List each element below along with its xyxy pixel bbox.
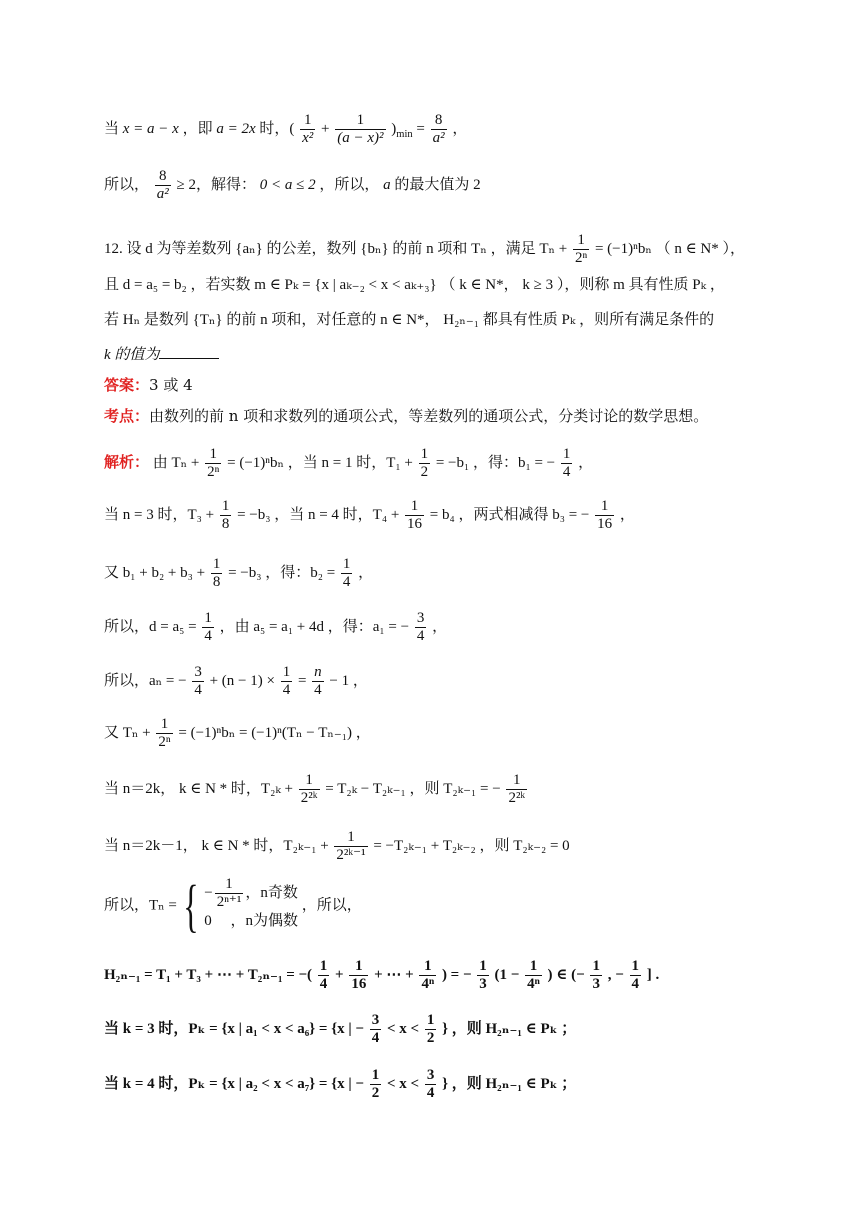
math-token: ) = − (441, 967, 472, 984)
math: = (−1)ⁿbₙ = (−1)ⁿ(Tₙ − Tₙ₋₁) ， (178, 725, 371, 742)
fraction (334, 829, 367, 865)
fraction-part: 1 (211, 556, 223, 574)
fraction-part: 16 (597, 516, 613, 533)
fraction (299, 772, 320, 808)
math: 所以，Tₙ = (104, 897, 177, 914)
fraction-part: 1 (349, 958, 368, 976)
fraction-part: 2²ᵏ (508, 790, 526, 807)
fraction-part: 1 (630, 958, 642, 976)
fraction-part: 1 (477, 958, 489, 976)
fraction-part: 3 (425, 1067, 437, 1085)
math: = −b₃ ，得：b₂ = (228, 565, 336, 582)
fraction-part: a² (156, 186, 169, 203)
case-odd (204, 876, 298, 911)
math: Tₙ + (539, 241, 568, 258)
fraction-part: 1 (525, 958, 542, 976)
math: 所以，d = a₅ = (104, 619, 197, 636)
math: a (383, 177, 395, 194)
subscript-min: min (396, 128, 413, 140)
line-r5 (104, 498, 820, 534)
fraction-part: 1 (335, 112, 385, 130)
fraction-part: 2 (426, 1030, 435, 1047)
text: ， (578, 455, 594, 472)
line-1 (104, 112, 820, 148)
fraction (192, 664, 204, 700)
plus: + (321, 121, 330, 138)
math: 又 b₁ + b₂ + b₃ + (104, 565, 206, 582)
math: 当 k = 3 时，Pₖ = {x | a₁ < x < a₆} = {x | − (104, 1021, 364, 1038)
fraction-part: 2 (420, 464, 429, 481)
fraction-part: 8 (155, 168, 171, 186)
fraction (205, 446, 221, 482)
math-token: ) ∈ (− (547, 967, 585, 984)
fraction (506, 772, 527, 808)
text: 且 d = a₅ = b₂ ，若实数 m ∈ Pₖ = {x | aₖ₋₂ < x < aₖ₊₃} （ k ∈ N*， k ≥ 3 ），则称 m 具有性质 Pₖ ， (104, 277, 725, 293)
fraction-part: 3 (415, 610, 427, 628)
fraction-part: 4 (562, 464, 571, 481)
math: = (297, 673, 307, 690)
fraction (525, 958, 542, 994)
fraction-part: 1 (405, 498, 424, 516)
fraction-part: 1 (300, 112, 315, 130)
fraction-part: 1 (202, 610, 214, 628)
fraction-part: 4 (282, 682, 291, 699)
fraction-part: 4 (342, 574, 351, 591)
fraction-part: 3 (192, 664, 204, 682)
text: ， (619, 507, 635, 524)
fraction-part: 1 (299, 772, 320, 790)
fraction-part: 4 (314, 682, 322, 699)
question-12-line-1 (104, 232, 820, 268)
fraction-part: 2ⁿ (158, 734, 171, 751)
case-even: 0 ，n为偶数 (204, 913, 298, 929)
math: 又 Tₙ + (104, 725, 151, 742)
math-token: ，n奇数 (245, 885, 298, 902)
fraction-part: 2ⁿ (207, 464, 220, 481)
kaodian-line (104, 409, 820, 424)
fraction (349, 958, 368, 994)
fraction-part: 4 (371, 1030, 380, 1047)
fraction (595, 498, 614, 534)
fraction-part: 1 (425, 1012, 437, 1030)
piecewise-cases (204, 876, 298, 936)
fraction-part: 4 (631, 976, 640, 993)
fraction (425, 1012, 437, 1048)
math: 当 n = 3 时，T₃ + (104, 507, 215, 524)
fraction-part: 8 (221, 516, 230, 533)
fraction (318, 958, 330, 994)
fraction (335, 112, 385, 148)
math: + (n − 1) × (209, 673, 275, 690)
text: ，即 (182, 121, 217, 138)
text: ，所以， (319, 177, 380, 194)
fraction (155, 168, 171, 204)
fraction-part: 1 (334, 829, 367, 847)
math: = (−1)ⁿbₙ ，当 n = 1 时，T₁ + (227, 455, 413, 472)
math: = −b₃ ，当 n = 4 时，T₄ + (237, 507, 400, 524)
fraction-part: 4 (319, 976, 328, 993)
math: a = 2x (216, 121, 256, 138)
fraction (370, 1012, 382, 1048)
fraction (630, 958, 642, 994)
fraction (419, 446, 431, 482)
paren: ) (391, 121, 397, 138)
math-token: < x < (386, 1021, 420, 1038)
math: ，由 a₅ = a₁ + 4d ，得：a₁ = − (219, 619, 410, 636)
line-r15 (104, 1067, 820, 1103)
fraction (573, 232, 589, 268)
math: 所以，aₙ = − (104, 673, 187, 690)
fraction-part: 1 (590, 958, 602, 976)
text: k 的值为 (104, 347, 160, 363)
fraction-part: 1 (318, 958, 330, 976)
question-12-line-4 (104, 346, 820, 363)
text: ， (358, 565, 374, 582)
fraction (431, 112, 447, 148)
fraction (300, 112, 315, 148)
line-r12 (104, 872, 820, 938)
math: = −T₂ₖ₋₁ + T₂ₖ₋₂ ，则 T₂ₖ₋₂ = 0 (373, 838, 570, 855)
fraction-part: 3 (370, 1012, 382, 1030)
fraction (211, 556, 223, 592)
line-2 (104, 168, 820, 204)
kaodian-label: 考点： (104, 407, 150, 425)
text: ， (452, 121, 468, 138)
fraction (341, 556, 353, 592)
fraction (477, 958, 489, 994)
text: ≥ 2，解得： (176, 177, 256, 194)
fraction-part: 4 (204, 628, 212, 645)
fraction (281, 664, 293, 700)
fraction-part: 8 (431, 112, 447, 130)
line-r10 (104, 772, 820, 808)
fraction-part: 1 (419, 446, 431, 464)
math: = −b₁ ，得：b₁ = − (435, 455, 556, 472)
math-token: } ，则 H₂ₙ₋₁ ∈ Pₖ ； (442, 1076, 577, 1093)
fraction-part: 8 (212, 574, 221, 591)
fraction (220, 498, 232, 534)
math-token: } ，则 H₂ₙ₋₁ ∈ Pₖ ； (442, 1021, 577, 1038)
line-r8 (104, 664, 820, 700)
fraction-part: (a − x)² (337, 130, 384, 147)
fraction-part: 1 (419, 958, 436, 976)
fraction-part: 1 (156, 716, 172, 734)
line-r7 (104, 610, 820, 646)
fraction (156, 716, 172, 752)
fraction-part: 1 (215, 876, 244, 894)
fraction (405, 498, 424, 534)
fraction-part: 4 (426, 1085, 435, 1102)
text: 若 Hₙ 是数列 {Tₙ} 的前 n 项和，对任意的 n ∈ N*， H₂ₙ₋₁ 都具有性质 Pₖ ，则所有满足条件的 (104, 312, 715, 328)
fraction (202, 610, 214, 646)
math: x = a − x (122, 121, 179, 138)
line-r14 (104, 1012, 820, 1048)
text: 所以， (104, 177, 150, 194)
fraction-part: 1 (573, 232, 589, 250)
fraction (415, 610, 427, 646)
fraction-part: 3 (592, 976, 600, 993)
math-token: < x < (386, 1076, 420, 1093)
fraction-part: 1 (205, 446, 221, 464)
fraction-part: 4 (194, 682, 202, 699)
math: 当 n＝2k， k ∈ N * 时，T₂ₖ + (104, 781, 294, 798)
math: 当 k = 4 时，Pₖ = {x | a₂ < x < a₇} = {x | − (104, 1076, 364, 1093)
math-token: + ⋯ + (374, 967, 414, 984)
fraction-part: 2²ᵏ⁻¹ (336, 847, 366, 864)
line-r13 (104, 958, 820, 994)
fraction-part: a² (432, 130, 445, 147)
line-r11 (104, 829, 820, 865)
jiexi-label: 解析： (104, 455, 150, 472)
fraction-part: 3 (479, 976, 487, 993)
fraction-part: n (312, 664, 324, 682)
answer-line (104, 378, 820, 393)
fraction-part: 2ⁿ (574, 250, 588, 267)
line-r9 (104, 716, 820, 752)
fraction-part: x² (302, 130, 314, 147)
fraction (425, 1067, 437, 1103)
fraction-part: 2²ᵏ (300, 790, 318, 807)
fraction (370, 1067, 382, 1103)
math: − 1 ， (329, 673, 368, 690)
question-12-line-2 (104, 278, 820, 293)
math: H₂ₙ₋₁ = T₁ + T₃ + ⋯ + T₂ₙ₋₁ = −( (104, 967, 313, 984)
math: = b₄ ，两式相减得 b₃ = − (429, 507, 590, 524)
fraction-part: 2ⁿ⁺¹ (216, 894, 242, 911)
math: 当 n＝2k－1， k ∈ N * 时，T₂ₖ₋₁ + (104, 838, 329, 855)
math: 由 Tₙ + (152, 455, 200, 472)
jiexi-line (104, 446, 820, 482)
fraction-part: 1 (341, 556, 353, 574)
fraction (312, 664, 324, 700)
fraction-part: 4 (416, 628, 425, 645)
answer-blank (159, 346, 219, 359)
fraction-part: 1 (561, 446, 573, 464)
math-token: (1 − (494, 967, 520, 984)
answer-label: 答案： (104, 376, 150, 394)
answer-value: 3 或 4 (149, 376, 193, 394)
fraction (590, 958, 602, 994)
fraction-part: 2 (371, 1085, 380, 1102)
kaodian-value: 由数列的前 n 项和求数列的通项公式，等差数列的通项公式，分类讨论的数学思想。 (149, 407, 709, 425)
math-token: , − (607, 967, 624, 984)
text: 的最大值为 2 (394, 177, 481, 194)
text: 时，( (259, 121, 295, 138)
left-brace: { (182, 872, 199, 938)
math-token: − (204, 885, 213, 902)
line-r6 (104, 556, 820, 592)
fraction-part: 16 (351, 976, 367, 993)
text: 12. 设 d 为等差数列 {aₙ} 的公差，数列 {bₙ} 的前 n 项和 Tₙ ，满足 (104, 241, 536, 258)
fraction-part: 4ⁿ (421, 976, 435, 993)
math-token: ] . (646, 967, 660, 984)
fraction-part: 1 (220, 498, 232, 516)
fraction-part: 1 (281, 664, 293, 682)
math: 0 < a ≤ 2 (259, 177, 316, 194)
fraction-part: 1 (506, 772, 527, 790)
math: = (−1)ⁿbₙ （ n ∈ N* ）， (594, 241, 746, 258)
question-12-line-3 (104, 313, 820, 328)
math: = T₂ₖ − T₂ₖ₋₁ ，则 T₂ₖ₋₁ = − (325, 781, 501, 798)
text: ，所以， (301, 897, 362, 914)
math-token: + (335, 967, 344, 984)
fraction-part: 4ⁿ (527, 976, 540, 993)
fraction-part: 1 (370, 1067, 382, 1085)
fraction (561, 446, 573, 482)
fraction-part: 16 (407, 516, 423, 533)
text: ， (432, 619, 448, 636)
equals: = (416, 121, 429, 138)
fraction-part: 1 (595, 498, 614, 516)
fraction (419, 958, 436, 994)
text: 当 (104, 121, 123, 138)
